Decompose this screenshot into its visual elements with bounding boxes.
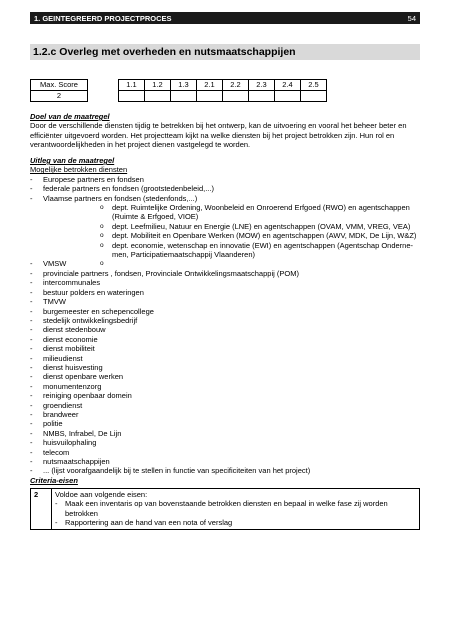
criteria-table: [30, 488, 420, 530]
list-item: - Europese partners en fondsen: [30, 175, 422, 184]
criterion-check-cell: [223, 91, 249, 102]
list-item: - NMBS, Infrabel, De Lijn: [30, 429, 422, 438]
criterion-cell: 2.3: [249, 80, 275, 91]
criterion-check-cell: [249, 91, 275, 102]
list-item: - provinciale partners , fondsen, Provinciale Ontwikkelingsmaatschappij (POM): [30, 269, 422, 278]
list-item: - ... (lijst voorafgaandelijk bij te stellen in functie van specificiteiten van het project): [30, 466, 422, 475]
criteria-intro: Voldoe aan volgende eisen:: [55, 490, 148, 499]
criterion-cell: 2.5: [301, 80, 327, 91]
criteria-heading-block: [30, 476, 422, 485]
criterion-cell: 1.1: [119, 80, 145, 91]
uitleg-subheading: Mogelijke betrokken diensten: [30, 165, 128, 175]
doel-text: Door de verschillende diensten tijdig te betrekken bij het ontwerp, kan de uitvoering en vooral het beheer beter en efficiënter uitgevoerd worden. Het projectteam kijkt na welke diensten bij het project betrokken zijn. Hun rol en verantwoordelijkheden in het project dienen vastgelegd te worden.: [30, 121, 407, 150]
section-title: 1.2.c Overleg met overheden en nutsmaatschappijen: [30, 44, 420, 60]
criterion-check-cell: [171, 91, 197, 102]
list-item: - bestuur polders en wateringen: [30, 288, 422, 297]
list-item: - brandweer: [30, 410, 422, 419]
list-item: - reiniging openbaar domein: [30, 391, 422, 400]
criterion-cell: 2.4: [275, 80, 301, 91]
chapter-title: 1. GEINTEGREERD PROJECTPROCES: [34, 13, 172, 23]
max-score-label: Max. Score: [31, 80, 88, 91]
list-item: - stedelijk ontwikkelingsbedrijf: [30, 316, 422, 325]
list-item: - dienst huisvesting: [30, 363, 422, 372]
criteria-content: [52, 489, 420, 530]
uitleg-section: [30, 156, 422, 476]
list-item: - huisvuilophaling: [30, 438, 422, 447]
list-item: - federale partners en fondsen (grootstedenbeleid,...): [30, 184, 422, 193]
list-item: - monumentenzorg: [30, 382, 422, 391]
list-item: o dept. Ruimtelijke Ordening, Woonbeleid en Onroerend Erfgoed (RWO) en agentschappen (Ruimte & Erfgoed, VIOE): [100, 203, 422, 222]
doel-section: [30, 112, 422, 150]
list-item: - Maak een inventaris op van bovenstaande betrokken diensten en bepaal in welke fase zij worden betrokken: [55, 499, 416, 518]
services-list: [30, 259, 422, 475]
score-table: [30, 79, 327, 102]
top-services-list: [30, 175, 422, 203]
criterion-check-cell: [145, 91, 171, 102]
list-item: - VMSW: [30, 259, 422, 268]
doel-heading: Doel van de maatregel: [30, 112, 110, 121]
list-item: - dienst openbare werken: [30, 372, 422, 381]
list-item: o dept. Mobiliteit en Openbare Werken (MOW) en agentschappen (AWV, MDK, De Lijn, W&Z): [100, 231, 422, 240]
list-item: - dienst stedenbouw: [30, 325, 422, 334]
criterion-cell: 1.3: [171, 80, 197, 91]
list-item: o dept. Leefmilieu, Natuur en Energie (LNE) en agentschappen (OVAM, VMM, VREG, VEA): [100, 222, 422, 231]
criteria-heading: Criteria-eisen: [30, 476, 78, 485]
list-item: - milieudienst: [30, 354, 422, 363]
page-header: [30, 12, 420, 24]
criterion-check-cell: [301, 91, 327, 102]
list-item: - intercommunales: [30, 278, 422, 287]
list-item: - groendienst: [30, 401, 422, 410]
criterion-cell: 2.2: [223, 80, 249, 91]
list-item: o dept. economie, wetenschap en innovatie (EWI) en agentschappen (Agentschap Onderne-men, Participatiemaatschappij Vlaanderen): [100, 241, 422, 260]
uitleg-heading: Uitleg van de maatregel: [30, 156, 115, 165]
list-item: - telecom: [30, 448, 422, 457]
criteria-list: [55, 499, 416, 527]
max-score-value: 2: [31, 91, 88, 102]
list-item: - nutsmaatschappijen: [30, 457, 422, 466]
list-item: - Rapportering aan de hand van een nota of verslag: [55, 518, 416, 527]
list-item: - Vlaamse partners en fondsen (stedenfonds,...): [30, 194, 422, 203]
flemish-departments-list: [30, 203, 422, 259]
list-item: - dienst economie: [30, 335, 422, 344]
list-item: - politie: [30, 419, 422, 428]
list-item: - TMVW: [30, 297, 422, 306]
criterion-check-cell: [119, 91, 145, 102]
list-item: - dienst mobiliteit: [30, 344, 422, 353]
criterion-check-cell: [275, 91, 301, 102]
page-number: 54: [407, 13, 416, 23]
criterion-check-cell: [197, 91, 223, 102]
list-item: - burgemeester en schepencollege: [30, 307, 422, 316]
criterion-cell: 1.2: [145, 80, 171, 91]
criterion-cell: 2.1: [197, 80, 223, 91]
criteria-number: 2: [31, 489, 52, 530]
